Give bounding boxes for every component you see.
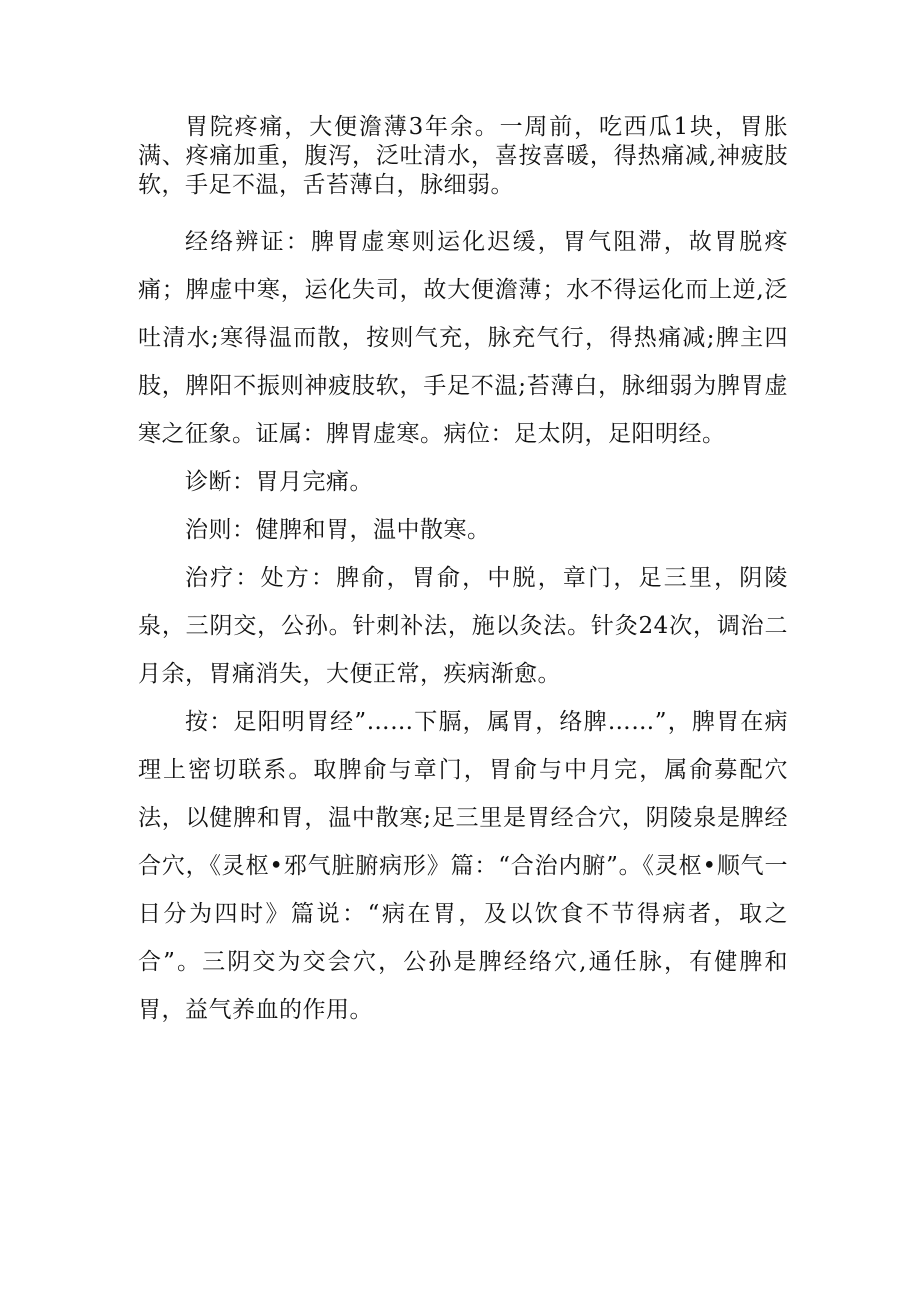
paragraph-treatment-principle: 治则：健脾和胃，温中散寒。 bbox=[185, 517, 491, 543]
document-body bbox=[138, 113, 788, 1034]
paragraph-diagnosis: 诊断：胃月完痛。 bbox=[185, 469, 373, 495]
paragraph-meridian-differentiation: 经络辨证：脾胃虚寒则运化迟缓，胃气阻滞，故胃脱疼痛；脾虚中寒，运化失司，故大便澹薄；水不得运化而上逆,泛吐清水;寒得温而散，按则气充，脉充气行，得热痛减;脾主四肢，脾阳不振则神疲肢软，手足不温;苔薄白，脉细弱为脾胃虚寒之征象。证属：脾胃虚寒。病位：足太阴，足阳明经。 bbox=[138, 229, 788, 447]
paragraph-case-description: 胃院疼痛，大便澹薄3年余。一周前，吃西瓜1块，胃胀满、疼痛加重，腹泻，泛吐清水，喜按喜暖，得热痛减,神疲肢软，手足不温，舌苔薄白，脉细弱。 bbox=[138, 114, 788, 198]
paragraph-treatment: 治疗：处方：脾俞，胃俞，中脱，章门，足三里，阴陵泉，三阴交，公孙。针刺补法，施以灸法。针灸24次，调治二月余，胃痛消失，大便正常，疾病渐愈。 bbox=[138, 565, 788, 687]
paragraph-commentary: 按：足阳明胃经”……下膈，属胃，络脾……”，脾胃在病理上密切联系。取脾俞与章门，胃俞与中月完，属俞募配穴法，以健脾和胃，温中散寒;足三里是胃经合穴，阴陵泉是脾经合穴，《灵枢•邪气脏腑病形》篇：“合治内腑”。《灵枢•顺气一日分为四时》篇说：“病在胃，及以饮食不节得病者，取之合”。三阴交为交会穴，公孙是脾经络穴,通任脉，有健脾和胃，益气养血的作用。 bbox=[138, 709, 788, 1023]
